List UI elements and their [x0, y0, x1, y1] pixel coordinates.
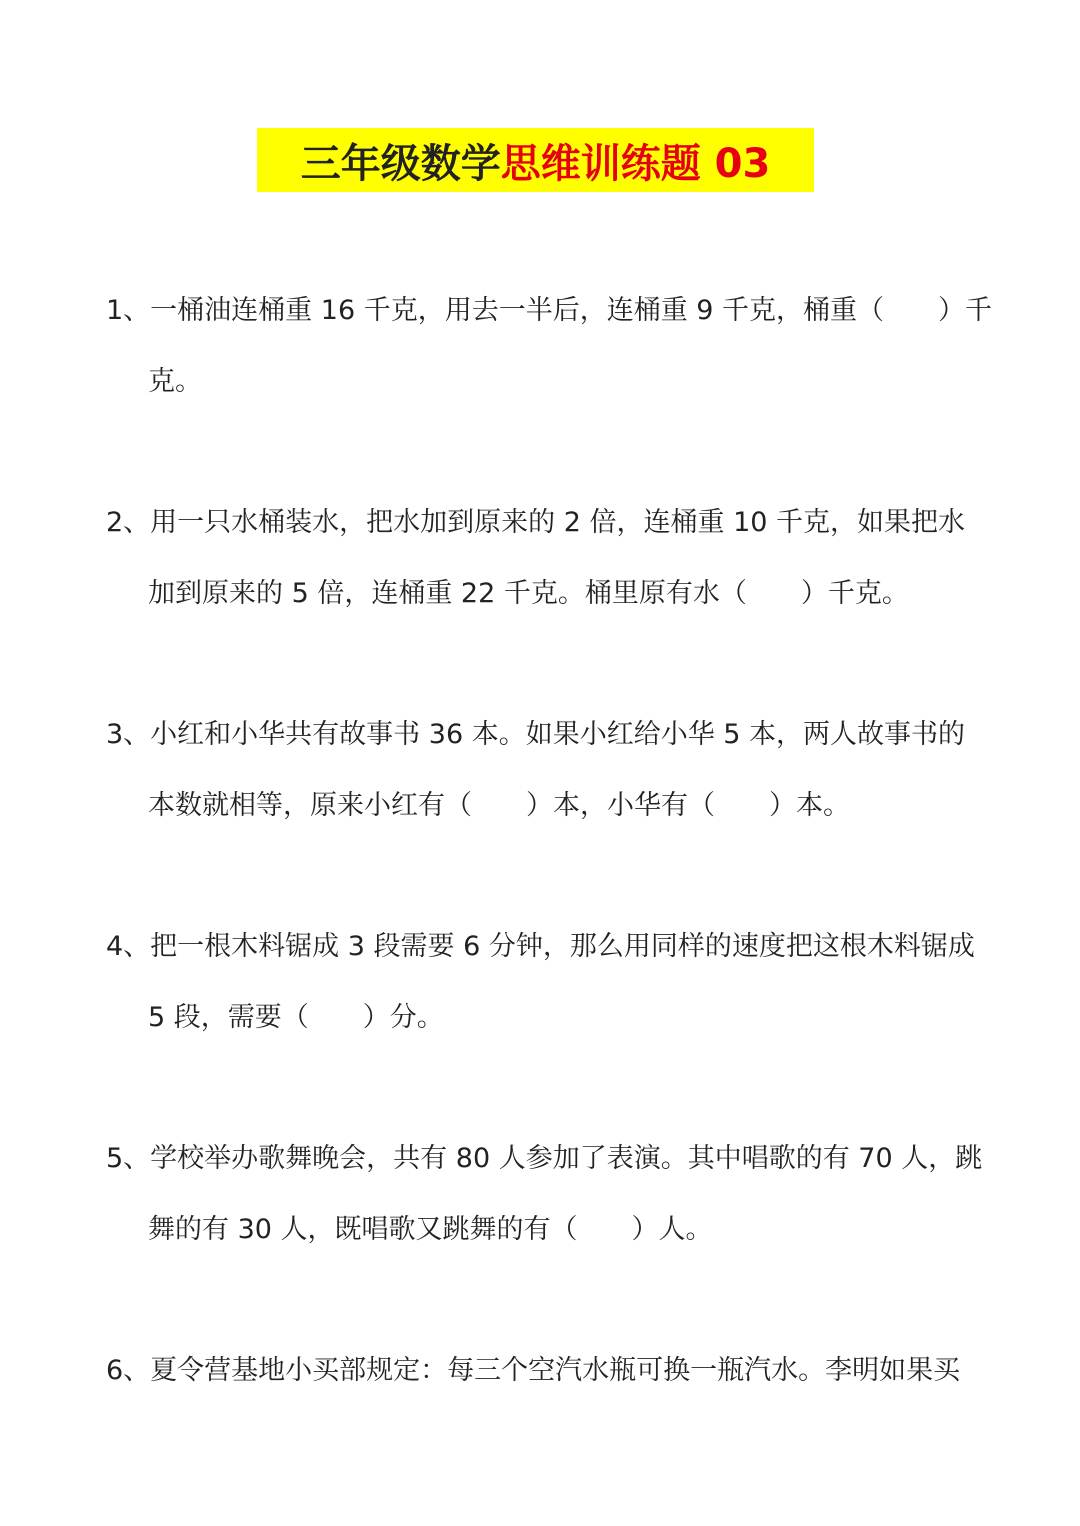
question-2	[106, 487, 972, 629]
question-1-line-1: 1、一桶油连桶重 16 千克，用去一半后，连桶重 9 千克，桶重（ ）千	[106, 295, 993, 326]
question-1	[106, 275, 993, 417]
question-5-line-2: 舞的有 30 人，既唱歌又跳舞的有（ ）人。	[148, 1214, 713, 1245]
question-5	[106, 1123, 983, 1265]
question-2-line-1: 2、用一只水桶装水，把水加到原来的 2 倍，连桶重 10 千克，如果把水	[106, 507, 966, 538]
question-6	[106, 1335, 972, 1406]
title-part-red: 思维训练题 03	[500, 140, 771, 187]
question-3	[106, 699, 972, 841]
question-4-line-1: 4、把一根木料锯成 3 段需要 6 分钟，那么用同样的速度把这根木料锯成	[106, 931, 975, 962]
page-title	[301, 132, 771, 189]
title-part-black: 三年级数学	[300, 140, 501, 187]
question-6-line-1: 6、夏令营基地小买部规定：每三个空汽水瓶可换一瓶汽水。李明如果买	[106, 1355, 961, 1386]
question-2-line-2: 加到原来的 5 倍，连桶重 22 千克。桶里原有水（ ）千克。	[148, 578, 909, 609]
title-banner	[257, 128, 814, 192]
question-1-line-2: 克。	[148, 366, 202, 397]
question-3-line-2: 本数就相等，原来小红有（ ）本，小华有（ ）本。	[148, 790, 850, 821]
question-3-line-1: 3、小红和小华共有故事书 36 本。如果小红给小华 5 本，两人故事书的	[106, 719, 966, 750]
question-5-line-1: 5、学校举办歌舞晚会，共有 80 人参加了表演。其中唱歌的有 70 人，跳	[106, 1143, 983, 1174]
question-4	[106, 911, 975, 1053]
question-4-line-2: 5 段，需要（ ）分。	[148, 1002, 444, 1033]
